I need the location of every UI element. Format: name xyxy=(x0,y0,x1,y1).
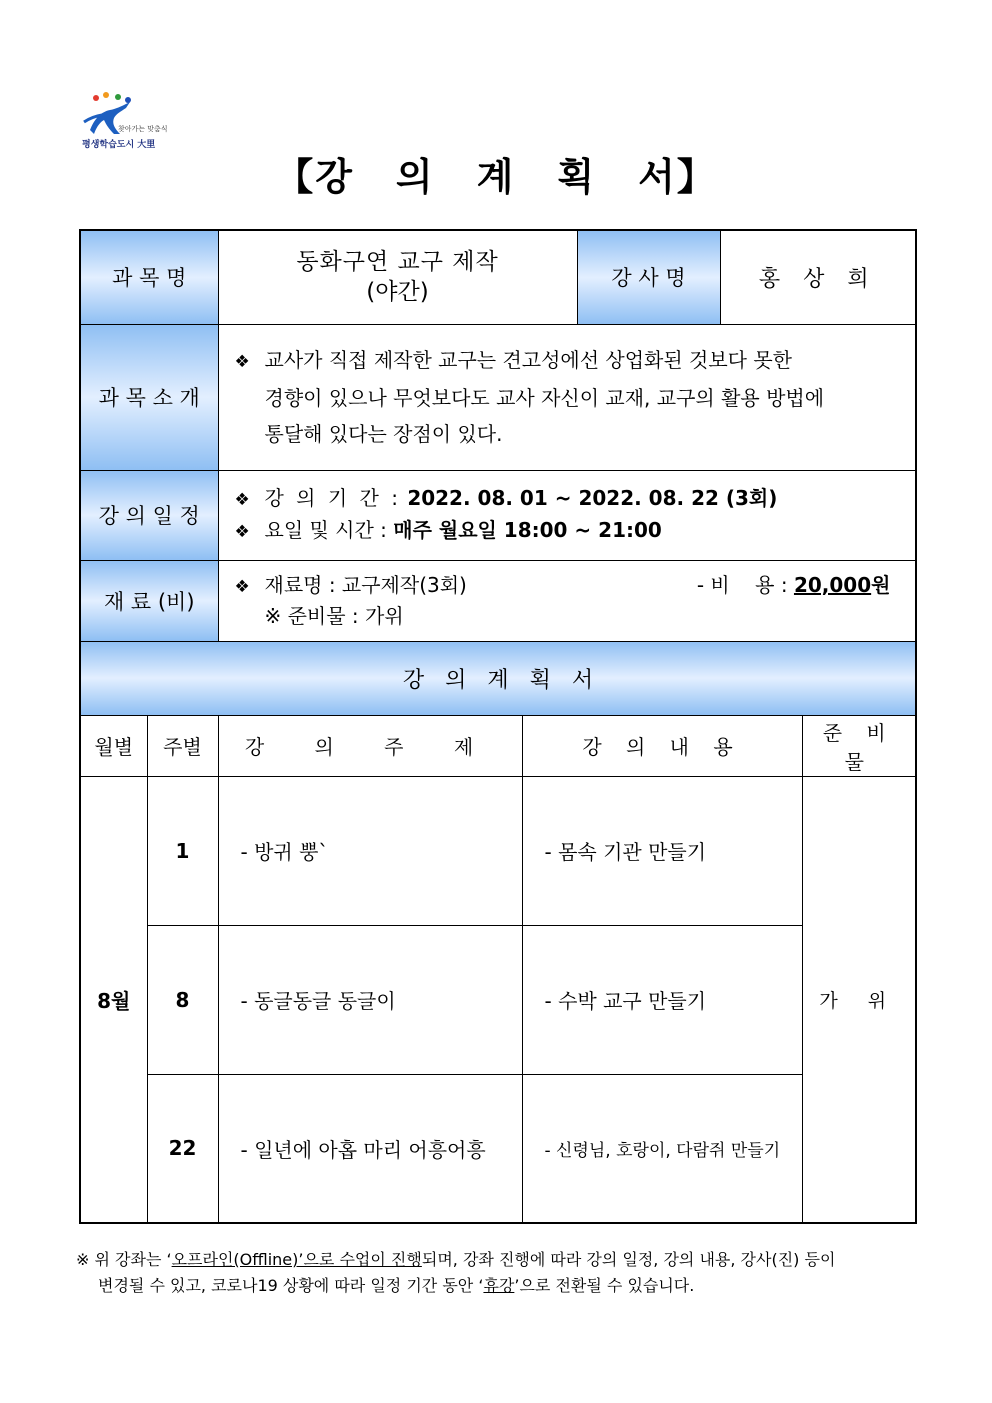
month-cell: 8월 xyxy=(80,776,147,1223)
footnote-text: 위 강좌는 ‘ xyxy=(94,1250,172,1269)
topic-cell: - 방귀 뿡` xyxy=(218,776,522,925)
subject-subtitle: (야간) xyxy=(366,279,429,306)
logo-tagline: 찾아가는 맞춤식 xyxy=(118,125,168,133)
diamond-bullet-icon: ❖ xyxy=(234,522,250,542)
footnote-break: 휴강 xyxy=(483,1276,515,1295)
content-cell: - 몸속 기관 만들기 xyxy=(522,776,802,925)
cost-value: 20,000 xyxy=(793,572,872,597)
title-word: 획 xyxy=(557,155,597,199)
content-cell: - 신령님, 호랑이, 다람쥐 만들기 xyxy=(522,1074,802,1223)
subject-title: 동화구연 교구 제작 xyxy=(296,249,499,276)
intro-text xyxy=(218,324,916,470)
week-cell: 1 xyxy=(147,776,218,925)
course-plan-table xyxy=(79,229,917,1224)
content-cell: - 수박 교구 만들기 xyxy=(522,925,802,1074)
page-title xyxy=(0,146,992,201)
period-value: 2022. 08. 01 ~ 2022. 08. 22 (3회) xyxy=(407,486,778,510)
subject-value xyxy=(218,230,577,324)
title-word: 의 xyxy=(395,155,435,199)
time-label: 요일 및 시간 : xyxy=(264,518,387,542)
cost-unit: 원 xyxy=(871,572,891,597)
plan-section-header: 강 의 계 획 서 xyxy=(80,641,916,715)
period-label: 강 의 기 간 : xyxy=(264,486,401,510)
cost-label: - 비 용 : xyxy=(696,572,788,597)
week-cell: 22 xyxy=(147,1074,218,1223)
schedule-text xyxy=(218,470,916,560)
col-month: 월별 xyxy=(80,715,147,776)
note-mark-icon: ※ xyxy=(76,1250,90,1269)
material-name: 재료명 : 교구제작(3회) xyxy=(264,572,467,597)
title-word: 서】 xyxy=(638,155,717,199)
intro-label: 과 목 소 개 xyxy=(80,324,218,470)
diamond-bullet-icon: ❖ xyxy=(234,352,250,372)
time-value: 매주 월요일 18:00 ~ 21:00 xyxy=(393,518,662,542)
prep-items: ※ 준비물 : 가위 xyxy=(264,603,404,628)
materials-text xyxy=(218,560,916,641)
topic-cell: - 동글동글 동글이 xyxy=(218,925,522,1074)
logo-name: 평생학습도시 大里 xyxy=(82,140,156,150)
week-cell: 8 xyxy=(147,925,218,1074)
diamond-bullet-icon: ❖ xyxy=(234,576,250,597)
col-prep: 준 비 물 xyxy=(802,715,916,776)
title-word: 【강 xyxy=(275,155,354,199)
intro-line: 경향이 있으나 무엇보다도 교사 자신이 교재, 교구의 활용 방법에 xyxy=(264,386,825,410)
title-word: 계 xyxy=(476,155,516,199)
footnote-text: ’으로 전환될 수 있습니다. xyxy=(514,1276,695,1295)
footnote-offline: 오프라인(Offline)’으로 수업이 진행 xyxy=(171,1250,422,1269)
table-row xyxy=(80,776,916,925)
col-week: 주별 xyxy=(147,715,218,776)
topic-cell: - 일년에 아홉 마리 어흥어흥 xyxy=(218,1074,522,1223)
col-content: 강 의 내 용 xyxy=(522,715,802,776)
city-logo xyxy=(80,90,190,152)
intro-line: 통달해 있다는 장점이 있다. xyxy=(264,422,503,446)
subject-label: 과 목 명 xyxy=(80,230,218,324)
table-row xyxy=(80,925,916,1074)
footnote xyxy=(76,1247,921,1299)
schedule-label: 강 의 일 정 xyxy=(80,470,218,560)
footnote-text: 되며, 강좌 진행에 따라 강의 일정, 강의 내용, 강사(진) 등이 xyxy=(421,1250,836,1269)
diamond-bullet-icon: ❖ xyxy=(234,490,250,510)
col-topic: 강 의 주 제 xyxy=(218,715,522,776)
footnote-text: 변경될 수 있고, 코로나19 상황에 따라 일정 기간 동안 ‘ xyxy=(98,1276,484,1295)
materials-label: 재 료 (비) xyxy=(80,560,218,641)
prep-cell: 가 위 xyxy=(802,776,916,1223)
intro-line: 교사가 직접 제작한 교구는 견고성에선 상업화된 것보다 못한 xyxy=(264,348,793,372)
instructor-label: 강 사 명 xyxy=(577,230,720,324)
table-row xyxy=(80,1074,916,1223)
instructor-name: 홍 상 희 xyxy=(720,230,916,324)
